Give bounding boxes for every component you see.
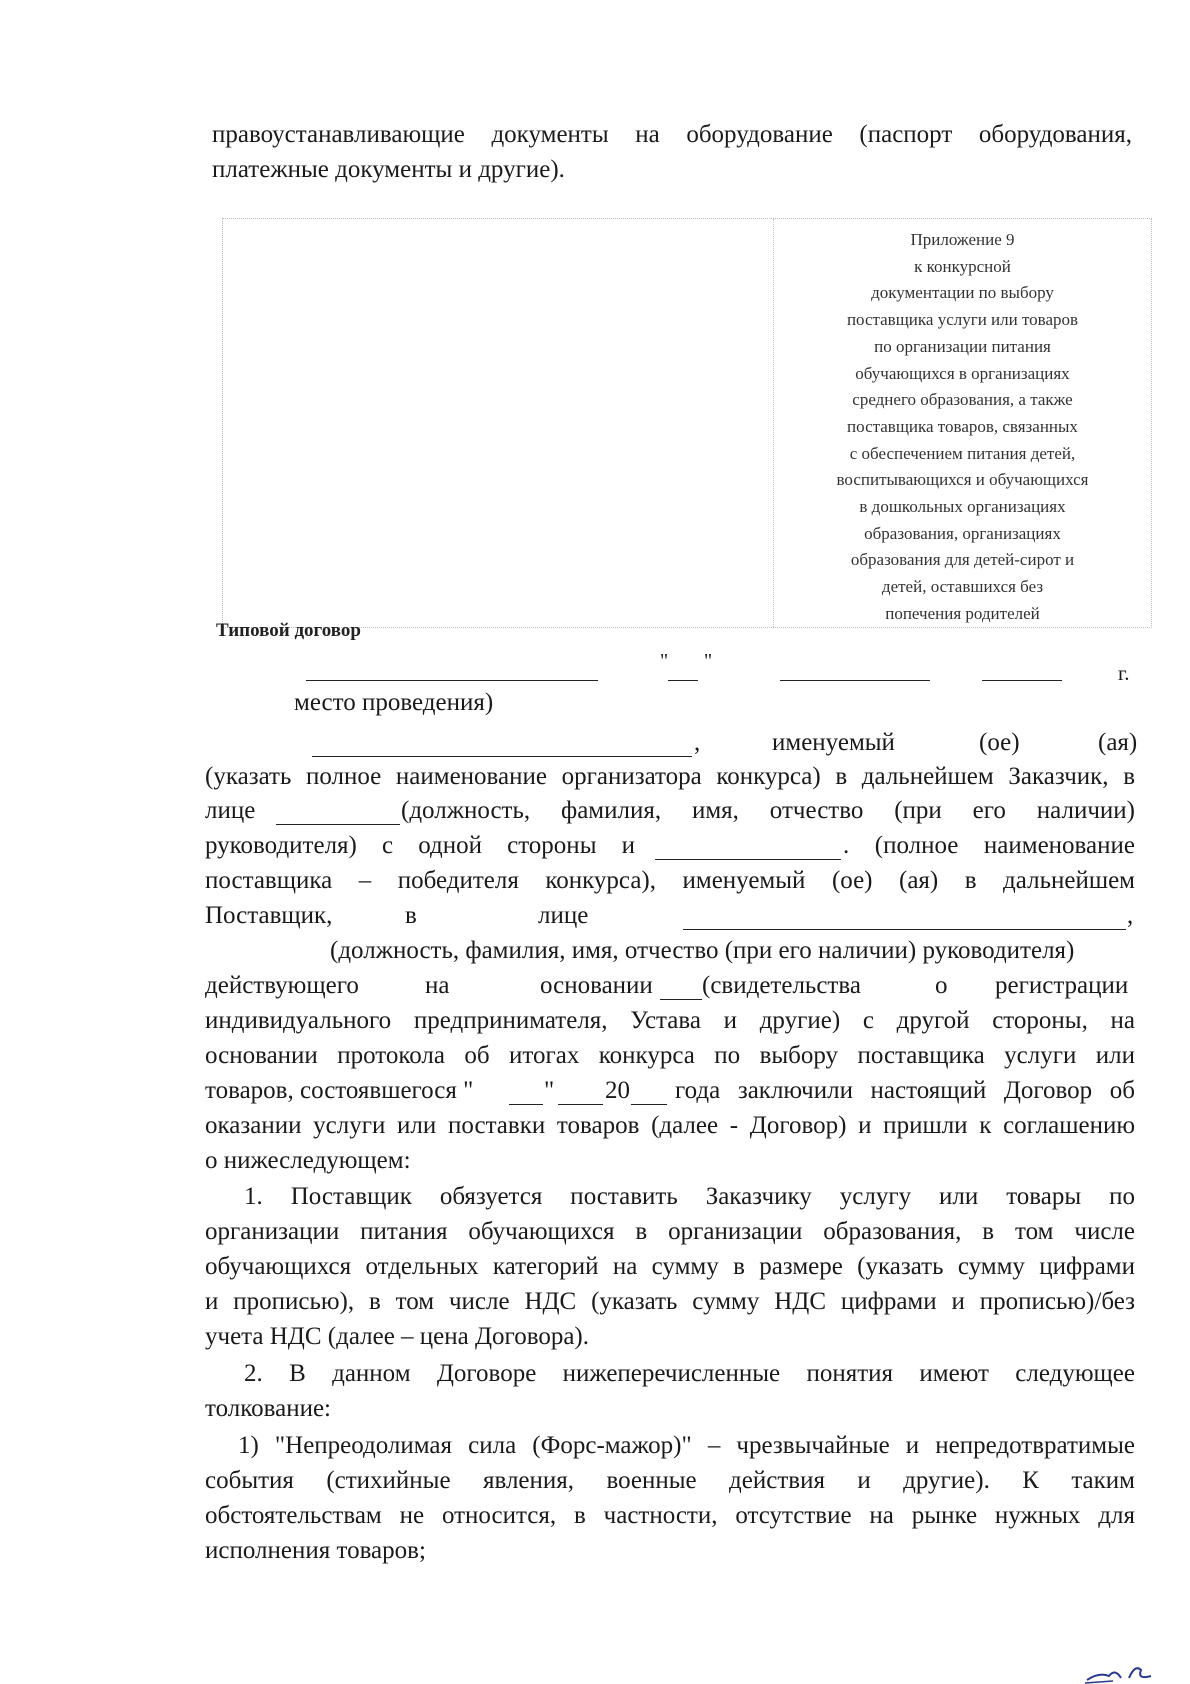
date-place-line [300,652,1140,686]
year-blank[interactable] [982,662,1062,681]
representative-blank[interactable] [276,806,400,825]
p1-line-1 [205,726,1138,760]
day-blank[interactable] [668,662,698,681]
word: Поставщик, [205,902,333,929]
text: (должность, фамилия, имя, отчество (при его наличии) [401,797,1135,824]
protocol-month-blank[interactable] [558,1086,603,1105]
text: товаров, состоявшегося " [205,1077,474,1104]
text: " [544,1077,555,1104]
annex-line: воспитывающихся и обучающихся [836,470,1089,490]
year-suffix: г. [1118,661,1130,685]
annex-line: по организации питания [874,336,1051,356]
month-blank[interactable] [780,662,930,681]
p1-line-9: индивидуального предпринимателя, Устава и другие) с другой стороны, на [205,1007,1135,1034]
annex-line: детей, оставшихся без [881,577,1044,597]
word: действующего [205,972,359,999]
clause-2-1-line: обстоятельствам не относится, в частности, отсутствие на рынке нужных для [205,1502,1135,1529]
text: года заключили настоящий Договор об [675,1077,1135,1104]
p1-line-11 [205,1074,1135,1108]
basis-blank[interactable] [660,981,702,1000]
annex-line: образования для детей-сирот и [850,550,1075,570]
p1-line-12: оказании услуги или поставки товаров (далее - Договор) и пришли к соглашению [205,1112,1135,1139]
text: . (полное наименование [843,832,1135,859]
annex-line: документации по выбору [871,283,1054,303]
contract-title: Типовой договор [216,620,361,641]
place-blank[interactable] [306,662,598,681]
word: на [425,972,450,999]
word: о [935,972,948,999]
p1-line-7: (должность, фамилия, имя, отчество (при его наличии) руководителя) [330,937,1075,964]
comma: , [694,729,701,756]
word: регистрации [995,972,1129,999]
annex-line: попечения родителей [885,603,1040,623]
clause-2-line: 2. В данном Договоре нижеперечисленные понятия имеют следующее [244,1360,1135,1387]
clause-2-1-line: 1) "Непреодолимая сила (Форс-мажор)" – чрезвычайные и непредотвратимые [238,1432,1135,1459]
clause-2-1-line: исполнения товаров; [205,1537,426,1564]
supplier-name-blank[interactable] [655,841,841,860]
annex-line: среднего образования, а также [852,390,1073,410]
p1-line-3 [205,794,1135,828]
text: руководителя) с одной стороны и [205,832,635,859]
annex-line: образования, организациях [864,523,1061,543]
quote-close: " [704,650,713,672]
word: в [405,902,417,929]
intro-line-2: платежные документы и другие). [212,156,565,183]
annex-line: к конкурсной [914,256,1011,276]
p1-line-13: о нижеследующем: [205,1147,411,1174]
quote-open: " [660,650,669,672]
word: именуемый [772,729,895,756]
place-label: место проведения) [294,689,494,716]
intro-line-1: правоустанавливающие документы на оборудование (паспорт оборудования, [212,121,1132,148]
word: основании [540,972,653,999]
annex-line: поставщика товаров, связанных [847,416,1078,436]
comma: , [1127,902,1134,929]
annex-line: с обеспечением питания детей, [849,443,1076,463]
clause-1-line: и прописью), в том числе НДС (указать сумму НДС цифрами и прописью)/без [205,1288,1135,1315]
word: (ое) [979,729,1020,756]
word: лице [205,797,256,824]
clause-1-line: обучающихся отдельных категорий на сумму в размере (указать сумму цифрами [205,1253,1135,1280]
signature-mark [1085,1660,1155,1684]
p1-line-5: поставщика – победителя конкурса), именуемый (ое) (ая) в дальнейшем [205,867,1135,894]
annex-line: обучающихся в организациях [855,363,1070,383]
p1-line-8 [205,969,1135,1003]
supplier-representative-blank[interactable] [683,911,1126,930]
word: (свидетельства [702,972,861,999]
p1-line-2: (указать полное наименование организатора конкурса) в дальнейшем Заказчик, в [205,763,1135,790]
annex-note [774,227,1151,628]
clause-1-line: учета НДС (далее – цена Договора). [205,1323,589,1350]
word: (ая) [1098,729,1138,756]
annex-line: поставщика услуги или товаров [846,310,1079,330]
clause-1-line: организации питания обучающихся в организации образования, в том числе [205,1218,1135,1245]
p1-line-6 [205,899,1135,933]
p1-line-4 [205,829,1135,863]
protocol-year-blank[interactable] [631,1086,667,1105]
word: лице [538,902,589,929]
annex-line: в дошкольных организациях [859,497,1066,517]
clause-2-line: толкование: [205,1395,331,1422]
clause-2-1-line: события (стихийные явления, военные действия и другие). К таким [205,1467,1135,1494]
organizer-name-blank[interactable] [312,738,692,757]
text: 20 [605,1077,630,1104]
annex-header-table [222,218,1152,628]
p1-line-10: основании протокола об итогах конкурса по выбору поставщика услуги или [205,1042,1135,1069]
annex-line: Приложение 9 [910,230,1015,249]
clause-1-line: 1. Поставщик обязуется поставить Заказчику услугу или товары по [244,1183,1135,1210]
protocol-day-blank[interactable] [509,1086,543,1105]
